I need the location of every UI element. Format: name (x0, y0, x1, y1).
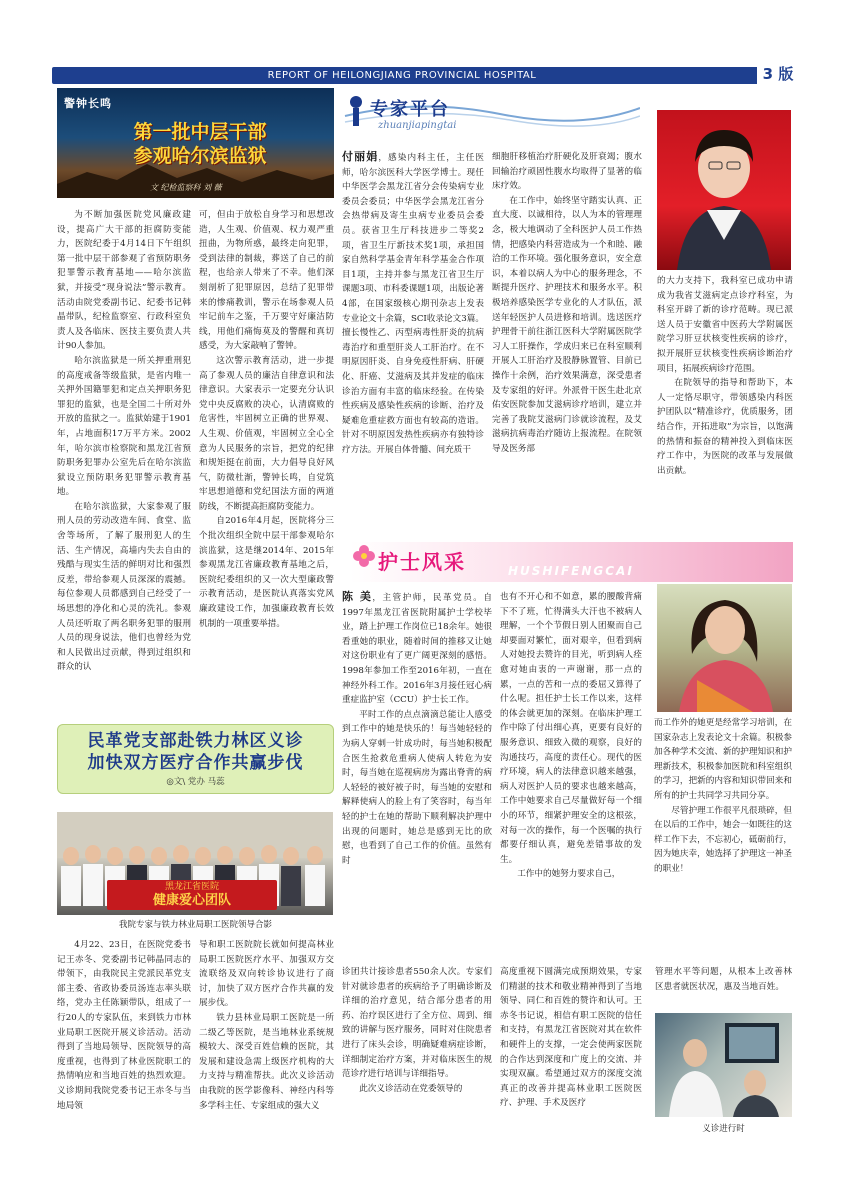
paragraph: 在院领导的指导和帮助下，本人一定恪尽职守，带领感染内科医护团队以“精准诊疗，优质服务，团结合作，开拓进取”为宗旨，以饱满的热情和振奋的精神投入到临床医疗工作中，为医院的改革与发展做出贡献。 (657, 378, 793, 476)
expert-bio-col-3 (657, 274, 793, 536)
paragraph: ，感染内科主任，主任医师，哈尔滨医科大学医学博士。现任中华医学会黑龙江省分会传染病专业委员会委员；中华医学会黑龙江省分会热带病及寄生虫病专业委员会委员。获省卫生厅科技进步二等奖2项，省卫生厅新技术奖1项，承担国家自然科学基金青年科学基金合作项目1项，主持并参与黑龙江省卫生厅课题3项、市科委课题1项，出版论著4部，在国家级核心期刊杂志上发表专业论文十余篇，SCI收录论文3篇。擅长慢性乙、丙型病毒性肝炎的抗病毒治疗和重型肝炎人工肝治疗。在不明原因肝炎、自身免疫性肝病、肝硬化、肝癌、艾滋病及其并发症的临床诊治方面有丰富的临床经验。在传染性疾病及感染性疾病的诊断、治疗及疑难危重症救方面也有较高的造诣。针对不明原因发热性疾病亦有独特诊疗方法。开展自体骨髓、间充质干 (342, 153, 484, 455)
nurse-name: 陈 美 (342, 590, 373, 603)
banner-line-2: 健康爱心团队 (152, 893, 231, 908)
prison-article-col-2 (199, 208, 334, 713)
article-byline: 文 纪检监察科 刘 薇 (150, 183, 222, 192)
nurse-bio-col-2 (500, 590, 642, 985)
headline-line-2: 参观哈尔滨监狱 (133, 145, 267, 167)
paragraph: 自2016年4月起，医院将分三个批次组织全院中层干部参观哈尔滨监狱，这是继2014年、2015年参观黑龙江省廉政教育基地之后，医院纪委组织的又一次大型廉政警示教育活动，是医院认真落实党风廉政建设工作，加强廉政教育长效机制的一项重要举措。 (199, 516, 334, 629)
paragraph: 高度重视下圆满完成预期效果，专家们精湛的技术和敬业精神得到了当地领导、同仁和百姓的赞许和认可。王赤冬书记说，相信有职工医院的信任和支持，有黑龙江省医院对其在软件和硬件上的支撑，一定会使两家医院的合作达到深度和广度上的交流、并实现双赢。希望通过双方的深度交流真正的改善并提高林业职工医院医疗、护理、手术及医疗 (500, 967, 642, 1109)
paragraph: 的大力支持下，我科室已成功申请成为我省艾滋病定点诊疗科室，为科室开辟了新的诊疗范畴。现已派送人员于安徽省中医药大学附属医院学习肝豆状核变性疾病的诊疗，拟开展肝豆状核变性疾病诊断治疗项目，拓展疾病诊疗范围。 (657, 276, 793, 374)
column-name: 警钟长鸣 (64, 97, 112, 110)
photo-caption: 我院专家与铁力林业局职工医院领导合影 (118, 920, 272, 930)
portrait-figure-icon (657, 584, 792, 712)
expert-bio-col-1 (342, 150, 484, 535)
paragraph: 铁力县林业局职工医院是一所二级乙等医院，是当地林业系统规模较大、深受百姓信赖的医院，其发展和建设急需上级医疗机构的大力支持与精准帮扶。此次义诊活动由我院的医学影像科、神经内科等多学科主任、专家组成的强大义 (199, 1012, 334, 1111)
nurse-bio-col-1 (342, 590, 492, 985)
portrait-figure-icon (657, 110, 791, 270)
expert-platform-pinyin: zhuanjiapingtai (378, 120, 457, 131)
paragraph: 此次义诊活动在党委领导的 (359, 1083, 463, 1094)
article-headline (80, 120, 320, 168)
paragraph: 诊团共计接诊患者550余人次。专家们针对就诊患者的疾病给予了明确诊断及详细的治疗意见，结合部分患者的用药、治疗误区进行了全方位、周到、细致的讲解与医疗服务，同时对住院患者进行了床头会诊，明确疑难病症诊断，详细制定治疗方案，并对临床医生的规范诊疗进行培训与详细指导。 (342, 967, 492, 1080)
paragraph: 也有不开心和不如意，累的腰酸背痛下不了班，忙得满头大汗也不被病人理解，一个个节假日别人团聚而自己却要面对繁忙，面对艰辛，但看到病人对她投去赞许的目光，听到病人痊愈对她由衷的一声谢谢，那一点的累，一点的苦和一点的委屈又算得了什么呢。担任护士长工作以来，这样的体会就更加的深刻。在临床护理工作中除了付出细心真，更要有良好的服务意识、细致入微的观察，良好的沟通技巧，高度的责任心。现代的医疗环境，病人的法律意识越来越强，病人对医护人员的要求也越来越高，工作中她要求自己尽量做好每一个细小的环节，细紧护理安全的这根弦，对每一次的操作，每一个医嘱的执行都要仔细认真，避免差错事故的发生。 (500, 592, 642, 865)
group-photo (57, 812, 333, 915)
nurse-portrait-photo (657, 584, 792, 712)
paragraph: ，主管护师，民革党员。自1997年黑龙江省医院附属护士学校毕业，踏上护理工作岗位已18余年。她很看重她的职业，随着时间的推移又让她对这份职业有了更广阔更深刻的感悟。1998年参加工作至2016年初，一直在神经外科工作。2016年3月接任冠心病重症监护室（CCU）护士长工作。 (342, 593, 492, 706)
paragraph: 哈尔滨监狱是一所关押重刑犯的高度戒备等级监狱，是省内唯一关押外国籍罪犯和定点关押职务犯罪犯的监狱，也是全国二十所对外开放的监狱之一。监狱始建于1901年，占地面积17万平方米。2002年，哈尔滨市检察院和黑龙江省预防职务犯罪办公室先后在哈尔滨监狱设立预防职务犯罪警示教育基地。 (57, 355, 191, 498)
paragraph: 管理水平等问题，从根本上改善林区患者就医状况，惠及当地百姓。 (655, 967, 792, 992)
paragraph: 在工作中，始终坚守踏实认真、正直大度、以诚相待，以人为本的管理理念，极大地调动了全科医护人员工作热情，把感染内科营造成为一个和睦、融洽的工作环境。强化服务意识，安全意识，本着以病人为中心的服务理念，不断提升医疗、护理技术和服务水平。积极培养感染医学专业化的人才队伍，派送年轻医护人员进修和培训。选送医疗护理骨干前往浙江医科大学附属医院学习人工肝操作，学成归来已在科室顺利开展人工肝治疗及股静脉置管、目前已操作十余例，治疗效果满意，深受患者及专家组的好评。外派骨干医生赴北京佑安医院参加艾滋病诊疗培训，建立并完善了我院艾滋病门诊就诊流程，及艾滋病抗病毒治疗随访上报流程。在院领导及医务部 (492, 195, 642, 454)
expert-portrait-photo (657, 110, 791, 270)
paragraph: 平时工作的点点滴滴总能让人感受到工作中的她是快乐的！每当她轻轻的为病人穿刺一针成功时，每当她积极配合医生抢救危重病人使病人转危为安时，每当她在巡视病房为露出脊背的病人轻轻的被好被子时，每当她的安慰和解释使病人的脸上有了笑容时，每当年轻的护士在她的帮助下顺利解决护理中出现的问题时，她总是感到无比的欣慰，也看到了自己工作的价值。虽然有时 (342, 709, 492, 866)
flower-icon (352, 544, 376, 568)
nurse-section-title: 护士风采 (378, 550, 466, 574)
paragraph: 导和职工医院院长就如何提高林业局职工医院医疗水平、加强双方交流联络及双向转诊协议进行了商讨，加快了双方医疗合作共赢的发展步伐。 (199, 940, 334, 1009)
party-article-col-5 (655, 965, 792, 1009)
group-banner-text (117, 880, 267, 908)
paragraph: 为不断加强医院党风廉政建设，提高广大干部的拒腐防变能力，医院纪委于4月14日下午组织第一批中层干部参观了省预防职务犯罪警示教育基地——哈尔滨监狱，并接受“现身说法”警示教育。活动由院党委副书记、纪委书记韩晶带队，纪检监察室、行政科室负责人及各临床、医技主要负责人共计90人参加。 (57, 210, 191, 352)
paragraph: 可，但由于放松自身学习和思想改造，人生观、价值观、权力观严重扭曲，为物所惑，最终走向犯罪，受到法律的制裁，葬送了自己的前程，也给亲人带来了不幸。他们深刻剖析了犯罪原因，总结了犯罪带来的惨痛教训，警示在场参观人员牢记前车之鉴，千万要守好廉洁防线，用他们痛悔莫及的警醒和真切感受，为大家敲响了警钟。 (199, 210, 334, 352)
nurse-section-pinyin: HUSHIFENGCAI (508, 564, 634, 578)
party-article-col-1 (57, 938, 191, 1163)
paragraph: 而工作外的她更是经常学习培训，在国家杂志上发表论文十余篇。积极参加各种学术交流、新的护理知识和护理新技术，积极参加医院和科室组织的学习，把新的内容和知识带回来和所有的护士共同学习共同分享。 (654, 718, 792, 801)
expert-bio-col-2 (492, 150, 642, 535)
paragraph: 工作中的她努力要求自己， (517, 869, 621, 880)
paragraph: 4月22、23日，在医院党委书记王赤冬、党委副书记韩晶同志的带领下，由我院民主党派民革党支部主委、省政协委员汤连志率头联络，党办主任陈颖带队，组成了一行20人的专家队伍，来到铁力市林业局职工医院开展义诊活动。活动得到了当地局领导、医院领导的高度重视，也得到了林业医院职工的热情响应和当地百姓的热烈欢迎。义诊期间我院党委书记王赤冬与当地局领 (57, 940, 191, 1111)
headline-line-1: 民革党支部赴铁力林区义诊 (87, 731, 304, 751)
paragraph: 尽管护理工作很平凡很琐碎，但在以后的工作中，她会一如既往的这样工作下去，不忘初心，砥砺前行，因为她庆幸，她选择了护理这一神圣的职业！ (654, 805, 792, 874)
doctor-patient-icon (655, 1013, 792, 1117)
expert-name: 付丽娟 (342, 150, 379, 163)
expert-platform-title: 专家平台 (370, 99, 450, 120)
headline-line-2: 加快双方医疗合作共赢步伐 (87, 753, 304, 773)
newspaper-masthead: REPORT OF HEILONGJIANG PROVINCIAL HOSPITAL (267, 70, 537, 81)
article-byline: ◎文\ 党办 马蕊 (166, 777, 225, 787)
party-article-col-2 (199, 938, 334, 1163)
headline-line-1: 第一批中层干部 (133, 121, 267, 143)
page-number: 3 版 (757, 63, 799, 85)
clinic-photo (655, 1013, 792, 1117)
banner-line-1: 黑龙江省医院 (164, 882, 219, 892)
prison-article-col-1 (57, 208, 191, 713)
photo-caption: 义诊进行时 (702, 1124, 745, 1134)
paragraph: 这次警示教育活动，进一步提高了参观人员的廉洁自律意识和法律意识。大家表示一定要充分认识党中央反腐败的决心，认清腐败的危害性，牢固树立正确的世界观、人生观、价值观，牢固树立全心全意为人民服务的宗旨，把党的纪律和规矩挺在前面，大力倡导良好风气，防微杜渐，警钟长鸣，自觉筑牢思想道德和党纪国法方面的两道防线，不断提高拒腐防变能力。 (199, 355, 334, 512)
nurse-bio-col-3 (654, 716, 792, 936)
party-article-col-3 (342, 965, 492, 1163)
party-article-col-4 (500, 965, 642, 1163)
paragraph: 在哈尔滨监狱，大家参观了服刑人员的劳动改造车间、食堂、监舍等场所，了解了服刑犯人的生活、生产情况，高墙内失去自由的残酷与现实生活的鲜明对比和强烈反差，带给参观人员深深的震撼。每位参观人员都感到自己经受了一场思想的净化和心灵的洗礼。参观人员还听取了两名职务犯罪的服刑人员的现身说法，他们也曾经为党和人民做出过贡献，得到过组织和群众的认 (57, 501, 191, 673)
paragraph: 细胞肝移植治疗肝硬化及肝衰竭；腹水回输治疗顽固性腹水均取得了显著的临床疗效。 (492, 152, 642, 192)
article-headline (62, 730, 329, 774)
